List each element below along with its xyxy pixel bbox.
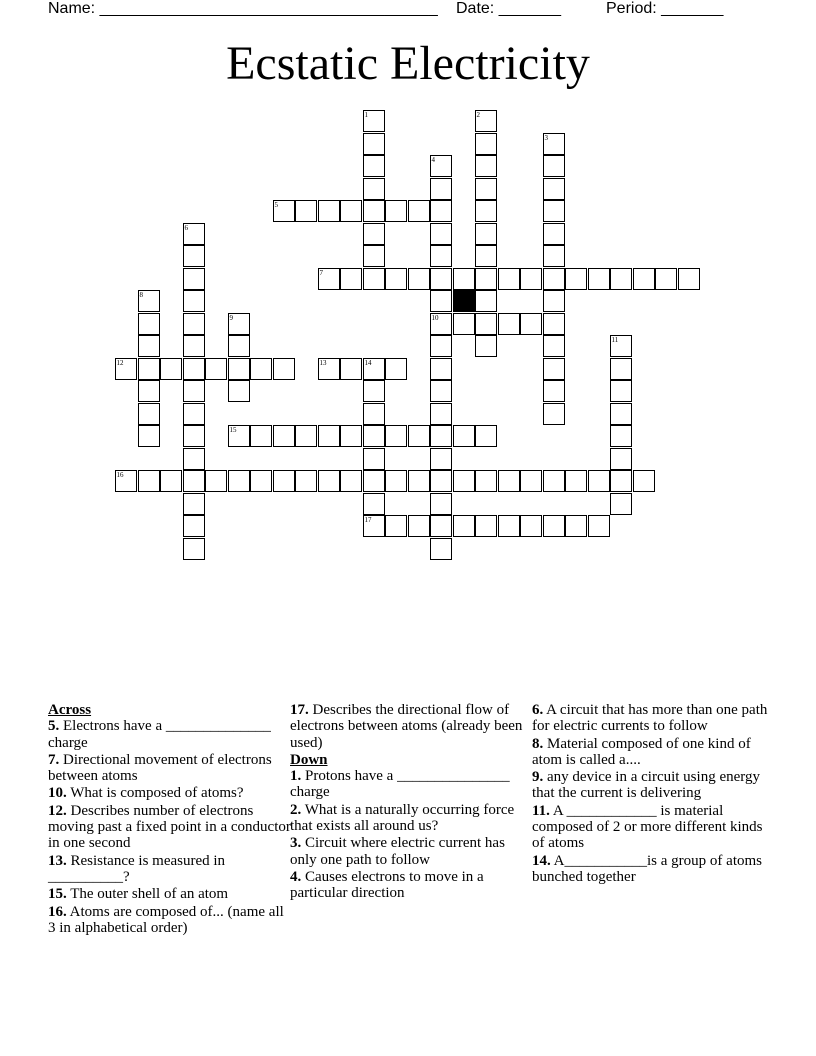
crossword-cell[interactable] [363,358,386,381]
crossword-cell[interactable] [363,268,386,291]
crossword-cell[interactable] [453,470,476,493]
crossword-cell[interactable] [430,200,453,223]
crossword-cell[interactable] [543,133,566,156]
crossword-cell[interactable] [273,470,296,493]
clue-down-6: 6. A circuit that has more than one path for electric currents to follow [532,702,768,735]
crossword-cell[interactable] [363,110,386,133]
crossword-cell[interactable] [430,178,453,201]
crossword-cell[interactable] [183,335,206,358]
crossword-cell[interactable] [430,493,453,516]
crossword-cell[interactable] [183,223,206,246]
clues-column-2 [290,702,534,903]
crossword-cell[interactable] [475,245,498,268]
crossword-cell[interactable] [543,245,566,268]
crossword-cell[interactable] [610,268,633,291]
crossword-cell[interactable] [543,403,566,426]
crossword-cell[interactable] [610,380,633,403]
crossword-cell[interactable] [475,470,498,493]
blocked-cell [453,290,476,313]
crossword-cell[interactable] [543,335,566,358]
crossword-cell[interactable] [228,335,251,358]
crossword-cell[interactable] [543,200,566,223]
crossword-cell[interactable] [408,425,431,448]
clues-column-1 [48,702,292,937]
crossword-cell[interactable] [363,470,386,493]
clue-number: 17 [364,515,372,524]
crossword-cell[interactable] [363,245,386,268]
crossword-cell[interactable] [543,515,566,538]
crossword-cell[interactable] [475,200,498,223]
crossword-cell[interactable] [475,268,498,291]
crossword-cell[interactable] [160,358,183,381]
crossword-cell[interactable] [453,313,476,336]
crossword-cell[interactable] [183,425,206,448]
clue-number: 15 [229,425,237,434]
crossword-cell[interactable] [385,358,408,381]
clue-number: 11 [611,335,619,344]
crossword-cell[interactable] [610,493,633,516]
crossword-cell[interactable] [453,425,476,448]
crossword-cell[interactable] [363,403,386,426]
crossword-cell[interactable] [430,290,453,313]
crossword-cell[interactable] [498,515,521,538]
crossword-cell[interactable] [273,200,296,223]
clue-number: 2 [476,110,480,119]
crossword-cell[interactable] [228,425,251,448]
crossword-cell[interactable] [430,425,453,448]
crossword-cell[interactable] [295,200,318,223]
crossword-cell[interactable] [205,358,228,381]
crossword-cell[interactable] [183,538,206,561]
crossword-cell[interactable] [183,268,206,291]
name-field[interactable]: Name: ______________________________________ [48,0,438,17]
crossword-cell[interactable] [138,425,161,448]
clue-down-11: 11. A ____________ is material composed of 2 or more different kinds of atoms [532,802,763,852]
crossword-cell[interactable] [138,335,161,358]
crossword-cell[interactable] [295,470,318,493]
crossword-cell[interactable] [475,335,498,358]
crossword-cell[interactable] [543,178,566,201]
crossword-cell[interactable] [498,313,521,336]
crossword-cell[interactable] [543,223,566,246]
crossword-cell[interactable] [430,223,453,246]
crossword-cell[interactable] [498,470,521,493]
clue-across-7: 7. Directional movement of electrons between atoms [48,751,272,785]
crossword-cell[interactable] [363,425,386,448]
crossword-cell[interactable] [408,470,431,493]
crossword-cell[interactable] [430,448,453,471]
clue-number: 14 [364,358,372,367]
clue-across-12: 12. Describes number of electrons moving past a fixed point in a conductor in one second [48,802,291,852]
crossword-cell[interactable] [318,200,341,223]
crossword-cell[interactable] [565,268,588,291]
crossword-cell[interactable] [520,515,543,538]
across-heading: Across [48,702,92,718]
clue-down-14: 14. A___________is a group of atoms bunched together [532,852,762,885]
crossword-cell[interactable] [205,470,228,493]
clue-down-1: 1. Protons have a _______________ charge [290,768,510,801]
crossword-cell[interactable] [138,403,161,426]
crossword-cell[interactable] [430,268,453,291]
crossword-cell[interactable] [453,515,476,538]
crossword-cell[interactable] [363,515,386,538]
crossword-cell[interactable] [408,268,431,291]
crossword-cell[interactable] [115,470,138,493]
crossword-cell[interactable] [138,470,161,493]
crossword-cell[interactable] [430,155,453,178]
crossword-cell[interactable] [183,313,206,336]
clue-number: 7 [319,268,323,277]
clue-across-5: 5. Electrons have a ______________ charge [48,718,271,751]
crossword-cell[interactable] [430,335,453,358]
crossword-cell[interactable] [475,515,498,538]
crossword-cell[interactable] [430,245,453,268]
clues-column-3 [532,702,770,886]
crossword-cell[interactable] [543,470,566,493]
crossword-cell[interactable] [475,110,498,133]
crossword-cell[interactable] [610,470,633,493]
crossword-cell[interactable] [385,268,408,291]
crossword-cell[interactable] [183,380,206,403]
clue-across-10: 10. What is composed of atoms? [48,785,244,802]
crossword-cell[interactable] [160,470,183,493]
crossword-cell[interactable] [385,200,408,223]
clue-number: 3 [544,133,548,142]
crossword-cell[interactable] [475,425,498,448]
crossword-cell[interactable] [610,425,633,448]
crossword-cell[interactable] [543,290,566,313]
crossword-cell[interactable] [430,313,453,336]
crossword-cell[interactable] [430,380,453,403]
clue-number: 5 [274,200,278,209]
crossword-cell[interactable] [363,380,386,403]
clue-across-15: 15. The outer shell of an atom [48,886,229,903]
crossword-cell[interactable] [363,200,386,223]
crossword-cell[interactable] [363,133,386,156]
crossword-cell[interactable] [183,245,206,268]
crossword-cell[interactable] [408,515,431,538]
crossword-cell[interactable] [318,268,341,291]
clue-number: 1 [364,110,368,119]
crossword-cell[interactable] [183,493,206,516]
crossword-cell[interactable] [520,470,543,493]
crossword-cell[interactable] [385,425,408,448]
clue-down-4: 4. Causes electrons to move in a particular direction [290,868,484,902]
crossword-cell[interactable] [318,470,341,493]
clue-across-13: 13. Resistance is measured in __________? [48,852,226,885]
crossword-cell[interactable] [610,335,633,358]
crossword-cell[interactable] [565,515,588,538]
crossword-cell[interactable] [520,268,543,291]
crossword-cell[interactable] [655,268,678,291]
crossword-cell[interactable] [340,358,363,381]
crossword-cell[interactable] [363,178,386,201]
crossword-cell[interactable] [475,313,498,336]
crossword-cell[interactable] [475,155,498,178]
crossword-cell[interactable] [543,358,566,381]
down-heading: Down [290,751,328,768]
crossword-cell[interactable] [138,380,161,403]
clue-across-16: 16. Atoms are composed of... (name all 3 in alphabetical order) [48,903,284,936]
crossword-cell[interactable] [430,538,453,561]
clue-number: 9 [229,313,233,322]
crossword-cell[interactable] [363,493,386,516]
crossword-cell[interactable] [340,470,363,493]
crossword-cell[interactable] [363,223,386,246]
crossword-cell[interactable] [543,268,566,291]
crossword-cell[interactable] [183,448,206,471]
crossword-cell[interactable] [183,358,206,381]
clue-down-8: 8. Material composed of one kind of atom is called a.... [532,735,751,768]
crossword-cell[interactable] [588,268,611,291]
crossword-cell[interactable] [183,470,206,493]
crossword-cell[interactable] [318,425,341,448]
crossword-cell[interactable] [340,268,363,291]
crossword-cell[interactable] [138,358,161,381]
crossword-cell[interactable] [295,425,318,448]
crossword-cell[interactable] [430,358,453,381]
crossword-cell[interactable] [385,515,408,538]
crossword-cell[interactable] [430,470,453,493]
crossword-cell[interactable] [250,358,273,381]
crossword-cell[interactable] [228,470,251,493]
crossword-cell[interactable] [228,380,251,403]
crossword-cell[interactable] [318,358,341,381]
crossword-cell[interactable] [340,200,363,223]
crossword-cell[interactable] [430,515,453,538]
crossword-cell[interactable] [273,358,296,381]
clue-down-3: 3. Circuit where electric current has only one path to follow [290,835,505,868]
clue-number: 8 [139,290,143,299]
clue-down-2: 2. What is a naturally occurring force that exists all around us? [290,801,515,835]
crossword-cell[interactable] [633,268,656,291]
crossword-cell[interactable] [498,268,521,291]
crossword-cell[interactable] [138,290,161,313]
crossword-cell[interactable] [610,403,633,426]
crossword-cell[interactable] [363,155,386,178]
crossword-cell[interactable] [228,313,251,336]
crossword-cell[interactable] [475,223,498,246]
crossword-cell[interactable] [678,268,701,291]
crossword-cell[interactable] [520,313,543,336]
date-field[interactable]: Date: _______ [456,0,561,17]
crossword-cell[interactable] [588,515,611,538]
crossword-cell[interactable] [250,470,273,493]
clue-number: 6 [184,223,188,232]
crossword-cell[interactable] [610,448,633,471]
crossword-cell[interactable] [565,470,588,493]
crossword-cell[interactable] [475,133,498,156]
crossword-cell[interactable] [610,358,633,381]
crossword-cell[interactable] [183,290,206,313]
clue-number: 10 [431,313,439,322]
clue-across-17: 17. Describes the directional flow of electrons between atoms (already been used) [290,702,523,751]
puzzle-title: Ecstatic Electricity [226,37,590,90]
crossword-cell[interactable] [633,470,656,493]
crossword-cell[interactable] [588,470,611,493]
crossword-cell[interactable] [475,290,498,313]
crossword-cell[interactable] [115,358,138,381]
crossword-cell[interactable] [543,155,566,178]
clue-number: 13 [319,358,327,367]
crossword-cell[interactable] [385,470,408,493]
crossword-cell[interactable] [340,425,363,448]
crossword-cell[interactable] [543,380,566,403]
crossword-cell[interactable] [183,403,206,426]
clue-number: 4 [431,155,435,164]
crossword-cell[interactable] [250,425,273,448]
crossword-cell[interactable] [138,313,161,336]
clue-number: 16 [116,470,124,479]
crossword-cell[interactable] [363,448,386,471]
clue-number: 12 [116,358,124,367]
crossword-cell[interactable] [273,425,296,448]
crossword-cell[interactable] [543,313,566,336]
crossword-cell[interactable] [475,178,498,201]
crossword-cell[interactable] [228,358,251,381]
crossword-cell[interactable] [430,403,453,426]
crossword-cell[interactable] [453,268,476,291]
crossword-cell[interactable] [408,200,431,223]
crossword-cell[interactable] [183,515,206,538]
clue-down-9: 9. any device in a circuit using energy that the current is delivering [532,769,760,802]
period-field[interactable]: Period: _______ [606,0,724,17]
